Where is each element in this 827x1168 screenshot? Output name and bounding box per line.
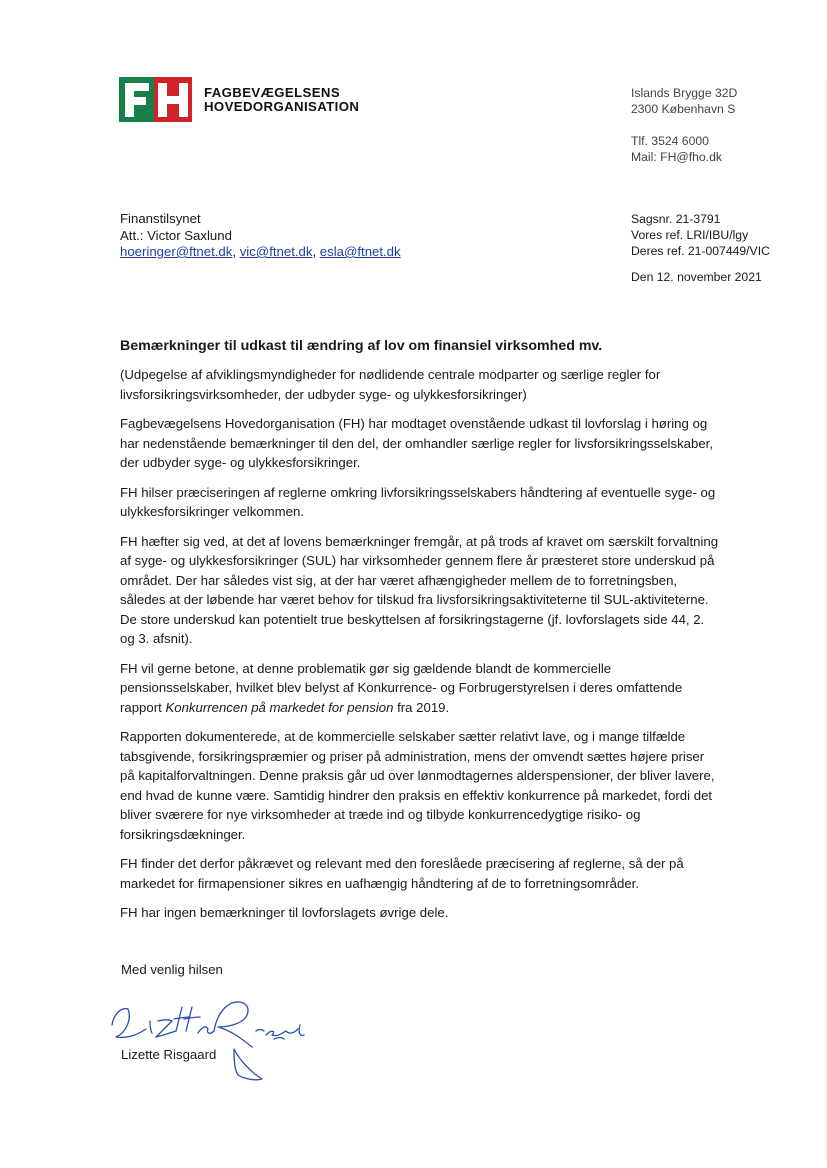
- paragraph-competition-report: [120, 659, 720, 718]
- sender-mail: Mail: FH@fho.dk: [631, 150, 722, 164]
- email-link-hoeringer[interactable]: hoeringer@ftnet.dk: [120, 244, 233, 259]
- email-separator: ,: [312, 244, 320, 259]
- letter-body: [120, 338, 720, 933]
- closing-greeting: Med venlig hilsen: [121, 962, 223, 977]
- sender-city: 2300 København S: [631, 102, 736, 116]
- your-reference: Deres ref. 21-007449/VIC: [631, 244, 770, 258]
- paragraph-report-findings: Rapporten dokumenterede, at de kommercielle selskaber sætter relativt lave, og i mange tilfælde tabsgivende, forsikringspræmier og priser på administration, mens der omvendt sættes højere priser på kapitalforvaltningen. Denne praksis går ud over lønmodtagernes alderspensioner, der bliver lavere, end hvad de kunne være. Samtidig hindrer den praksis en effektiv konkurrence på markedet, fordi det bliver sværere for nye virksomheder at træde ind og tilbyde konkurrencedygtige risiko- og forsikringsdækninger.: [120, 729, 715, 842]
- fh-logo-mark: [119, 77, 192, 122]
- letter-date: Den 12. november 2021: [631, 270, 762, 284]
- logo-letter-h: [154, 77, 192, 122]
- sender-address: [631, 85, 737, 165]
- p5-text-after: fra 2019.: [393, 699, 450, 715]
- logo-line-1: FAGBEVÆGELSENS: [204, 84, 341, 100]
- sender-street: Islands Brygge 32D: [631, 86, 738, 100]
- logo-line-2: HOVEDORGANISATION: [204, 98, 360, 114]
- letter-heading: Bemærkninger til udkast til ændring af lov om finansiel virksomhed mv.: [120, 338, 603, 354]
- paragraph-intro: Fagbevægelsens Hovedorganisation (FH) har modtaget ovenstående udkast til lovforslag i høring og har nedenstående bemærkninger til den del, der omhandler særlige regler for livsforsikringsselskaber, der udbyder syge- og ulykkesforsikringer.: [120, 416, 714, 470]
- p5-text-before: FH vil gerne betone, at denne problematik gør sig gældende blandt de kommercielle pensionsselskaber, hvilket blev belyst af Konkurrence- og Forbrugerstyrelsen i deres omfattende rapport: [120, 660, 683, 715]
- paragraph-welcome: FH hilser præciseringen af reglerne omkring livforsikringsselskabers håndtering af eventuelle syge- og ulykkesforsikringer velkommen.: [120, 484, 716, 519]
- paragraph-conclusion: FH finder det derfor påkrævet og relevant med den foreslåede præcisering af reglerne, så der på markedet for firmapensioner sikres en uafhængig håndtering af de to forretningsområder.: [120, 856, 684, 891]
- recipient-block: [120, 211, 401, 261]
- email-separator: ,: [232, 244, 240, 259]
- signer-name: Lizette Risgaard: [121, 1047, 217, 1062]
- logo-letter-f: [119, 77, 154, 122]
- email-link-esla[interactable]: esla@ftnet.dk: [319, 244, 401, 259]
- logo-wordmark: [204, 86, 359, 114]
- handwritten-signature: [106, 995, 306, 1090]
- our-reference: Vores ref. LRI/IBU/lgy: [631, 228, 749, 242]
- reference-block: [631, 211, 770, 259]
- recipient-emails: [120, 244, 401, 261]
- fh-logo: [119, 77, 359, 122]
- sender-phone: Tlf. 3524 6000: [631, 134, 709, 148]
- email-link-vic[interactable]: vic@ftnet.dk: [239, 244, 313, 259]
- paragraph-deficits: FH hæfter sig ved, at det af lovens bemærkninger fremgår, at på trods af kravet om særskilt forvaltning af syge- og ulykkesforsikringer (SUL) har virksomheder gennem flere år præsteret store underskud på området. Der har således vist sig, at der har været afhængigheder mellem de to forretningsben, således at der løbende har været behov for tilskud fra livsforsikringsaktiviteterne til SUL-aktiviteterne. De store underskud kan potentielt true beskyttelsen af forsikringstagerne (jf. lovforslagets side 44, 2. og 3. afsnit).: [120, 533, 719, 646]
- paragraph-no-further-remarks: FH har ingen bemærkninger til lovforslagets øvrige dele.: [120, 905, 449, 920]
- case-number: Sagsnr. 21-3791: [631, 212, 721, 226]
- recipient-name: Finanstilsynet: [120, 211, 201, 226]
- address-spacer: [631, 117, 737, 133]
- paragraph-scope: (Udpegelse af afviklingsmyndigheder for nødlidende centrale modparter og særlige regler for livsforsikringsvirksomheder, der udbyder syge- og ulykkesforsikringer): [120, 367, 661, 402]
- recipient-att: Att.: Victor Saxlund: [120, 227, 232, 243]
- report-title: Konkurrencen på markedet for pension: [165, 699, 394, 715]
